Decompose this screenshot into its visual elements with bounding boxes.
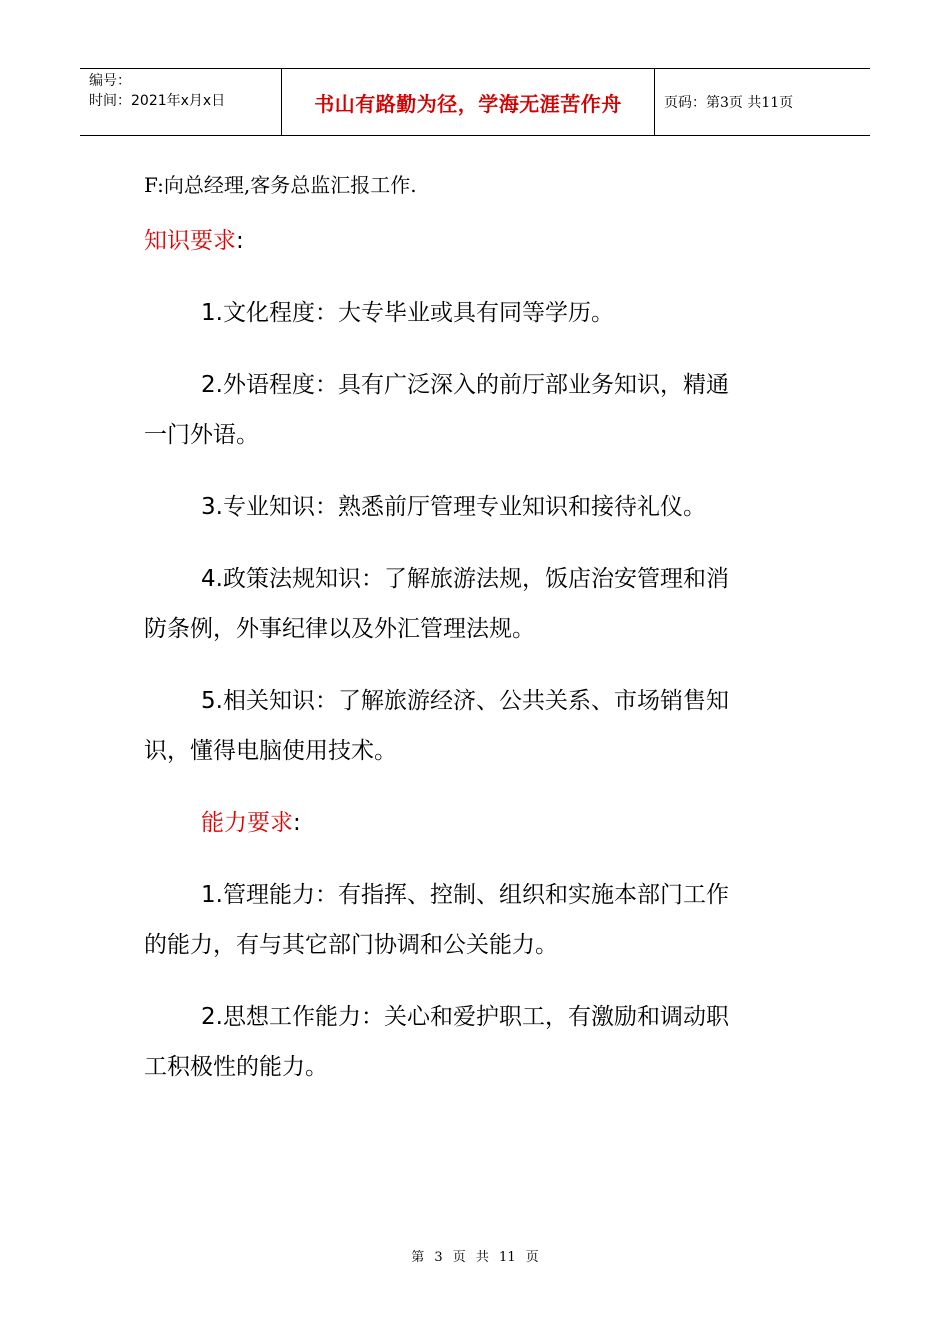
knowledge-heading-text: 知识要求 xyxy=(144,228,236,254)
page-info: 页码：第3页 共11页 xyxy=(664,95,794,111)
page-footer: 第 3 页 共 11 页 xyxy=(411,1250,539,1265)
ability-heading-colon: : xyxy=(293,810,301,836)
header-table xyxy=(80,68,870,136)
header-meta-cell xyxy=(80,69,282,135)
ability-item-1-line-2: 的能力，有与其它部门协调和公关能力。 xyxy=(144,932,558,958)
knowledge-item-5-line-1: 5.相关知识：了解旅游经济、公共关系、市场销售知 xyxy=(201,688,729,714)
knowledge-item-1: 1.文化程度：大专毕业或具有同等学历。 xyxy=(201,300,614,326)
ability-item-2-line-1: 2.思想工作能力：关心和爱护职工，有激励和调动职 xyxy=(201,1004,729,1030)
ability-item-1-line-1: 1.管理能力：有指挥、控制、组织和实施本部门工作 xyxy=(201,882,729,908)
knowledge-item-3: 3.专业知识：熟悉前厅管理专业知识和接待礼仪。 xyxy=(201,494,706,520)
ability-heading-text: 能力要求 xyxy=(201,810,293,836)
report-line: F:向总经理,客务总监汇报工作. xyxy=(144,173,417,197)
ability-heading xyxy=(201,808,301,838)
knowledge-heading-colon: : xyxy=(236,228,244,254)
knowledge-item-4-line-1: 4.政策法规知识：了解旅游法规，饭店治安管理和消 xyxy=(201,566,729,592)
knowledge-item-5-line-2: 识，懂得电脑使用技术。 xyxy=(144,738,397,764)
knowledge-item-2-line-2: 一门外语。 xyxy=(144,422,259,448)
ability-item-2-line-2: 工积极性的能力。 xyxy=(144,1054,328,1080)
time-label: 时间：2021年x月x日 xyxy=(89,93,226,109)
header-page-cell xyxy=(655,69,870,135)
number-label: 编号： xyxy=(89,73,131,89)
motto-text: 书山有路勤为径，学海无涯苦作舟 xyxy=(314,91,622,116)
knowledge-item-2-line-1: 2.外语程度：具有广泛深入的前厅部业务知识，精通 xyxy=(201,372,729,398)
header-motto-cell xyxy=(282,69,655,135)
knowledge-heading xyxy=(144,226,244,256)
knowledge-item-4-line-2: 防条例，外事纪律以及外汇管理法规。 xyxy=(144,616,535,642)
